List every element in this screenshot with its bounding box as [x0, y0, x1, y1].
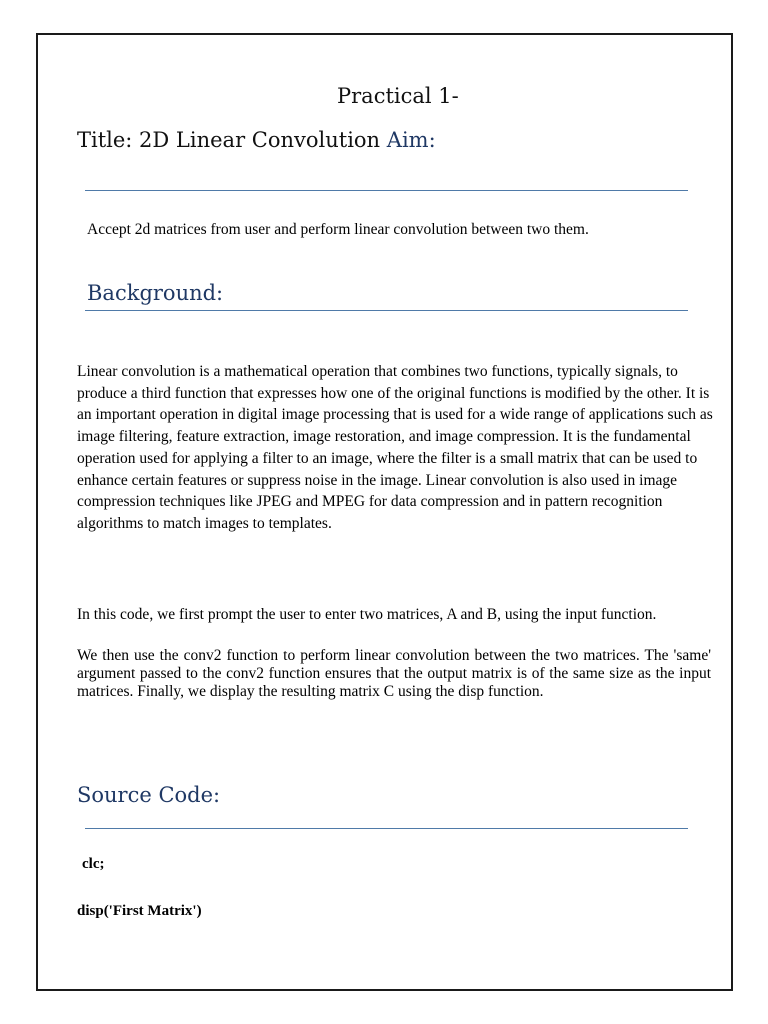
- background-paragraph: Linear convolution is a mathematical operation that combines two functions, typically signals, to produce a third function that expresses how one of the original functions is modified by the other. It is an important operation in digital image processing that is used for a wide range of applications such as image filtering, feature extraction, image restoration, and image compression. It is the fundamental operation used for applying a filter to an image, where the filter is a small matrix that can be used to enhance certain features or suppress noise in the image. Linear convolution is also used in image compression techniques like JPEG and MPEG for data compression and in pattern recognition algorithms to match images to templates.: [77, 363, 713, 532]
- aim-heading: Aim:: [386, 128, 436, 152]
- background-heading: Background:: [87, 281, 224, 305]
- explanation-paragraph-1: In this code, we first prompt the user to enter two matrices, A and B, using the input function.: [77, 606, 657, 623]
- title-text: Title: 2D Linear Convolution: [77, 128, 381, 152]
- source-code-divider: [85, 828, 688, 829]
- aim-text: Accept 2d matrices from user and perform linear convolution between two them.: [87, 221, 589, 238]
- practical-label: Practical 1-: [337, 84, 459, 108]
- background-divider: [85, 310, 688, 311]
- explanation-paragraph-2: We then use the conv2 function to perform linear convolution between the two matrices. The 'same' argument passed to the conv2 function ensures that the output matrix is of the same size as the input matrices. Finally, we display the resulting matrix C using the disp function.: [77, 647, 711, 700]
- title-line: [77, 128, 436, 152]
- aim-divider: [85, 190, 688, 191]
- code-line: disp('First Matrix'): [77, 903, 202, 919]
- source-code-heading: Source Code:: [77, 783, 221, 807]
- code-line: clc;: [82, 856, 105, 872]
